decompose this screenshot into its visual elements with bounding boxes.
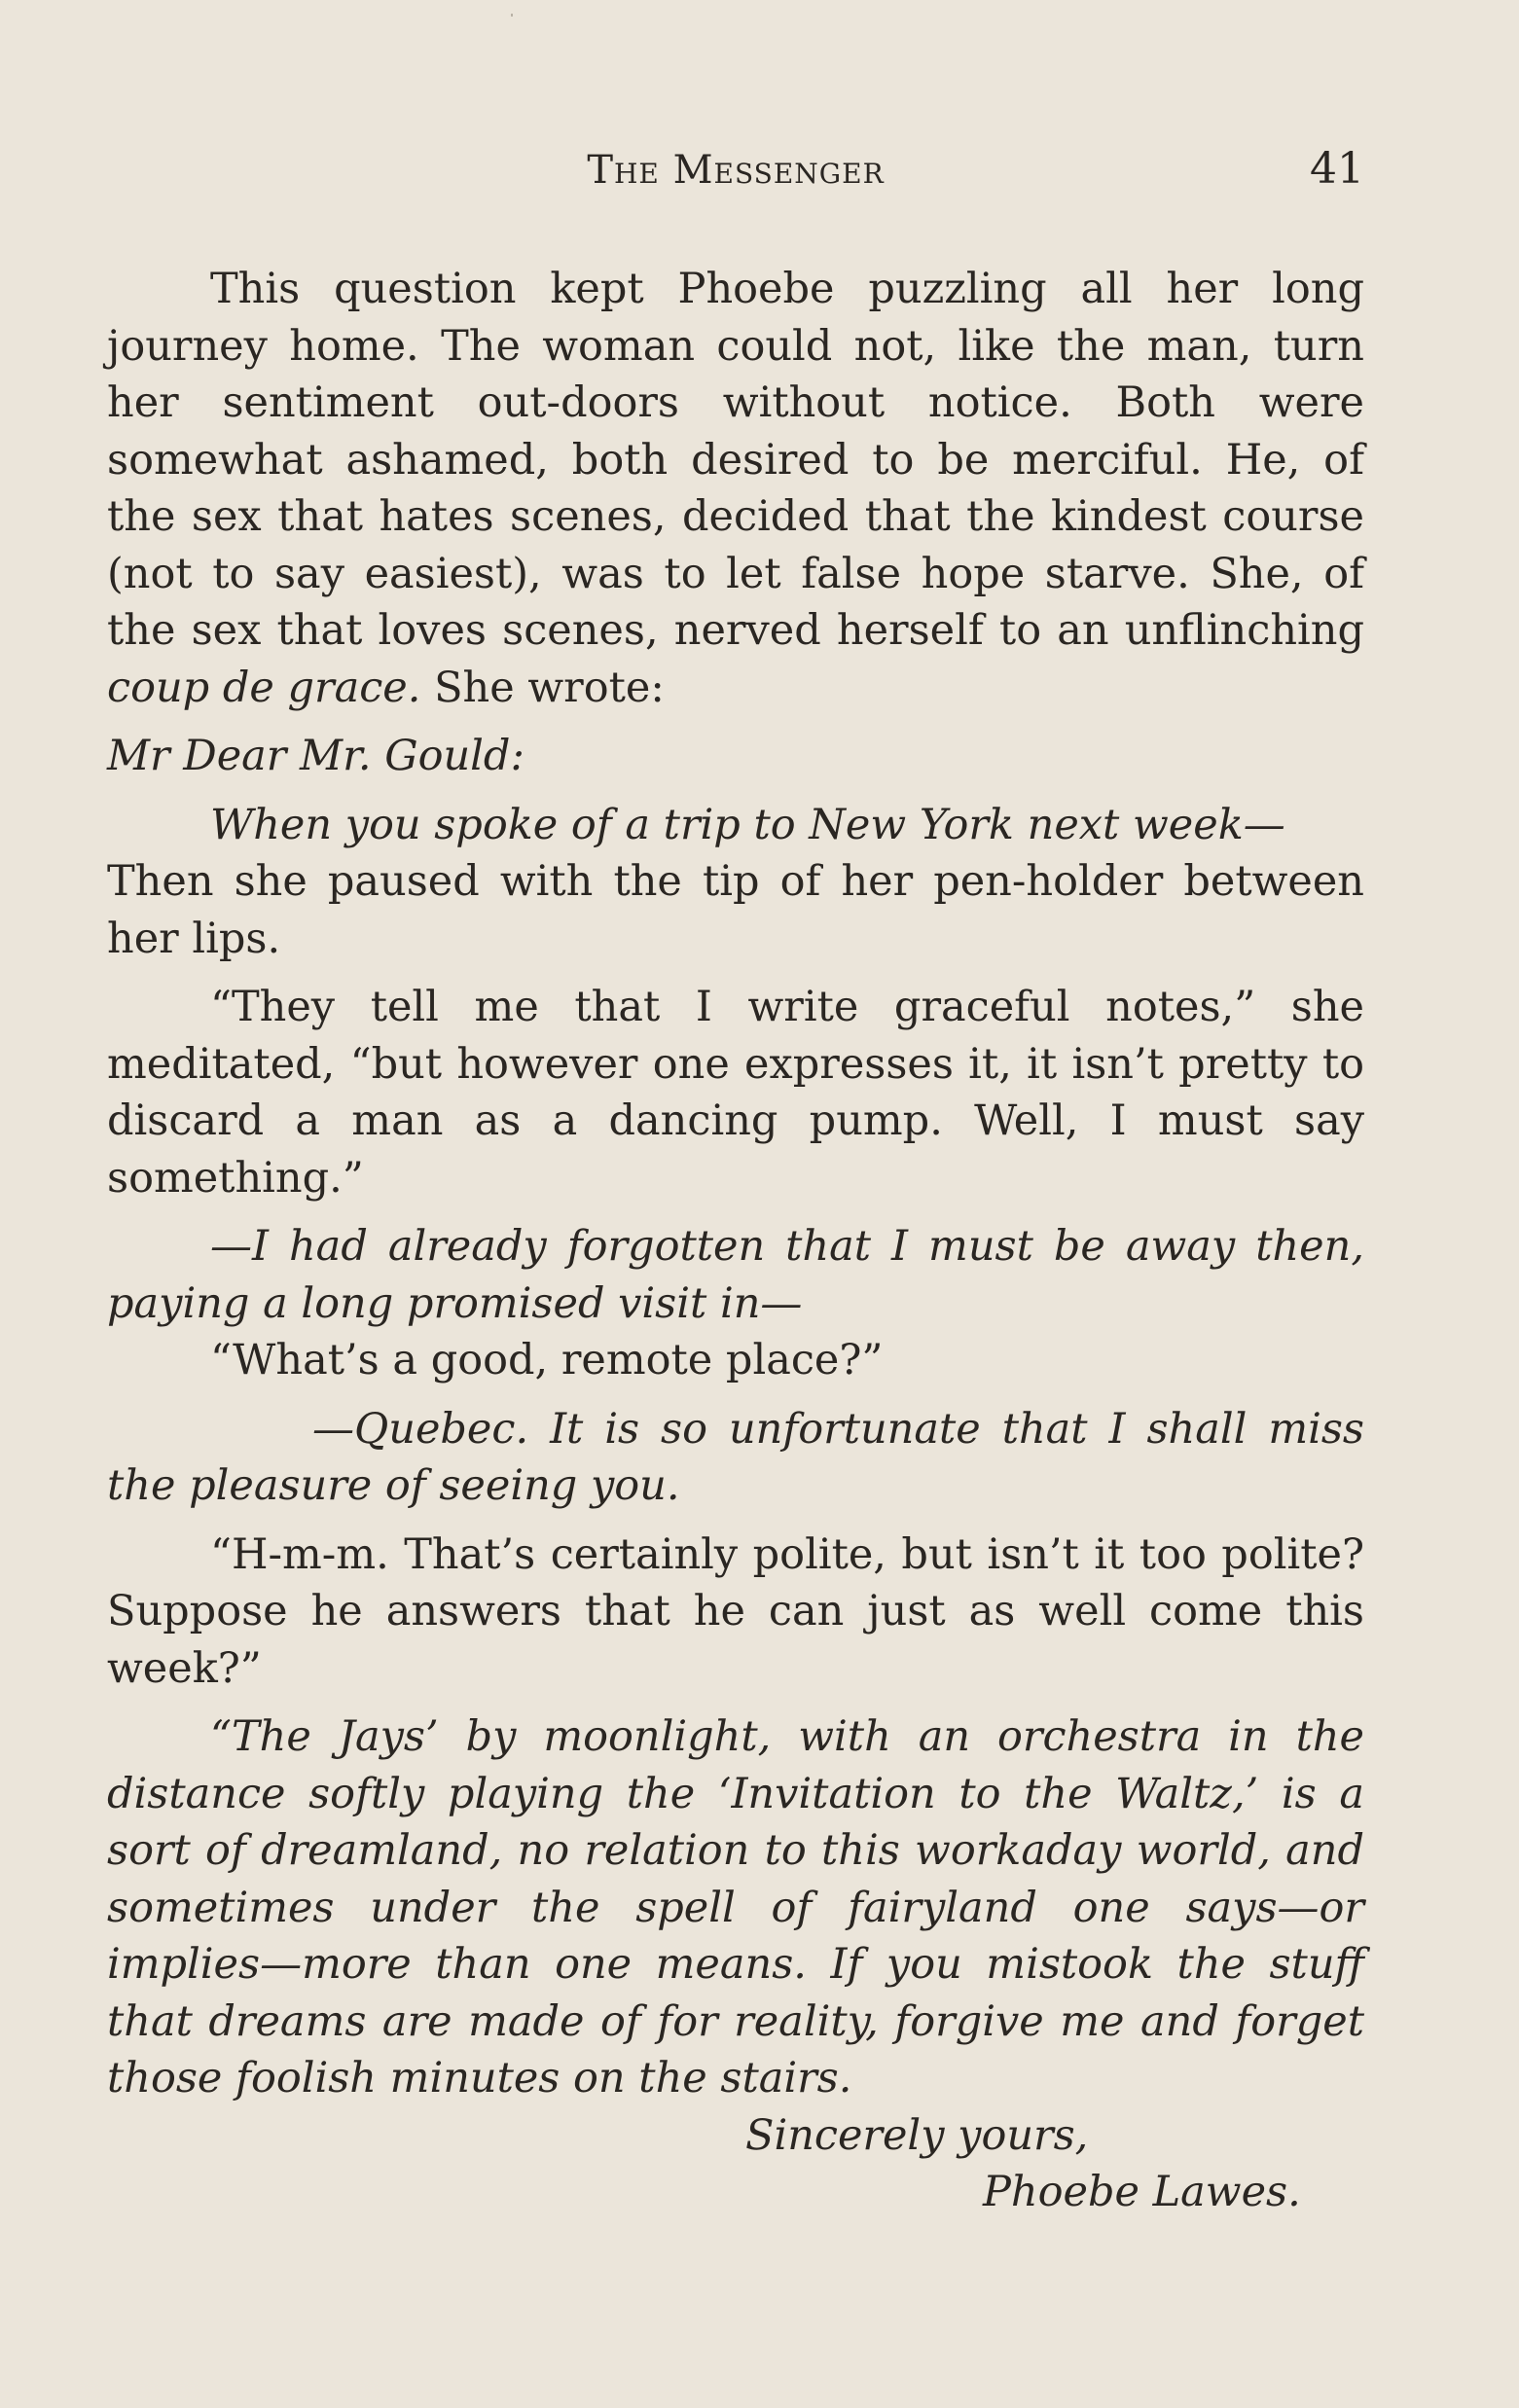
paragraph-1-italic: coup de grace. [107, 663, 421, 712]
running-title: The Messenger [587, 148, 885, 193]
paragraph-4: “What’s a good, remote place?” [210, 1336, 884, 1384]
page-body [107, 261, 1364, 2221]
letter-paragraph: “The Jays’ by moonlight, with an orchestra in the distance softly playing the ‘Invitation to the Waltz,’ is a sort of dreamland, no relation to this workaday world, and sometimes under the spell of fairyland one says—or implies—more than one means. If you mistook the stuff that dreams are made of for reality, forgive me and forget those foolish minutes on the stairs. [107, 1712, 1364, 2103]
paragraph-1-text: This question kept Phoebe puzzling all her long journey home. The woman could not, like the man, turn her sentiment out-doors without notice. Both were somewhat ashamed, both desired to be merciful. He, of the sex that hates scenes, decided that the kindest course (not to say easiest), was to let false hope starve. She, of the sex that loves scenes, nerved herself to an unflinching [107, 265, 1364, 655]
letter-line-2: —I had already forgotten that I must be away then, paying a long promised visit in— [107, 1222, 1364, 1328]
letter-closing: Sincerely yours, [745, 2110, 1089, 2160]
paragraph-3: “They tell me that I write graceful notes,” she meditated, “but however one expresses it, it isn’t pretty to discard a man as a dancing pump. Well, I must say something.” [107, 983, 1364, 1203]
letter-line-1: When you spoke of a trip to New York next week— [210, 800, 1285, 849]
paper-speck [511, 14, 513, 17]
paragraph-2: Then she paused with the tip of her pen-holder between her lips. [107, 857, 1364, 963]
letter-line-3: —Quebec. It is so unfortunate that I shall miss the pleasure of seeing you. [107, 1404, 1364, 1510]
running-header [107, 144, 1364, 202]
paragraph-1-text-end: She wrote: [420, 663, 665, 712]
letter-salutation: Mr Dear Mr. Gould: [107, 732, 524, 780]
paragraph-1 [107, 261, 1364, 716]
letter-signature: Phoebe Lawes. [983, 2168, 1301, 2216]
page-number: 41 [1310, 144, 1364, 194]
paragraph-5: “H-m-m. That’s certainly polite, but isn’t it too polite? Suppose he answers that he can just as well come this week?” [107, 1529, 1364, 1693]
